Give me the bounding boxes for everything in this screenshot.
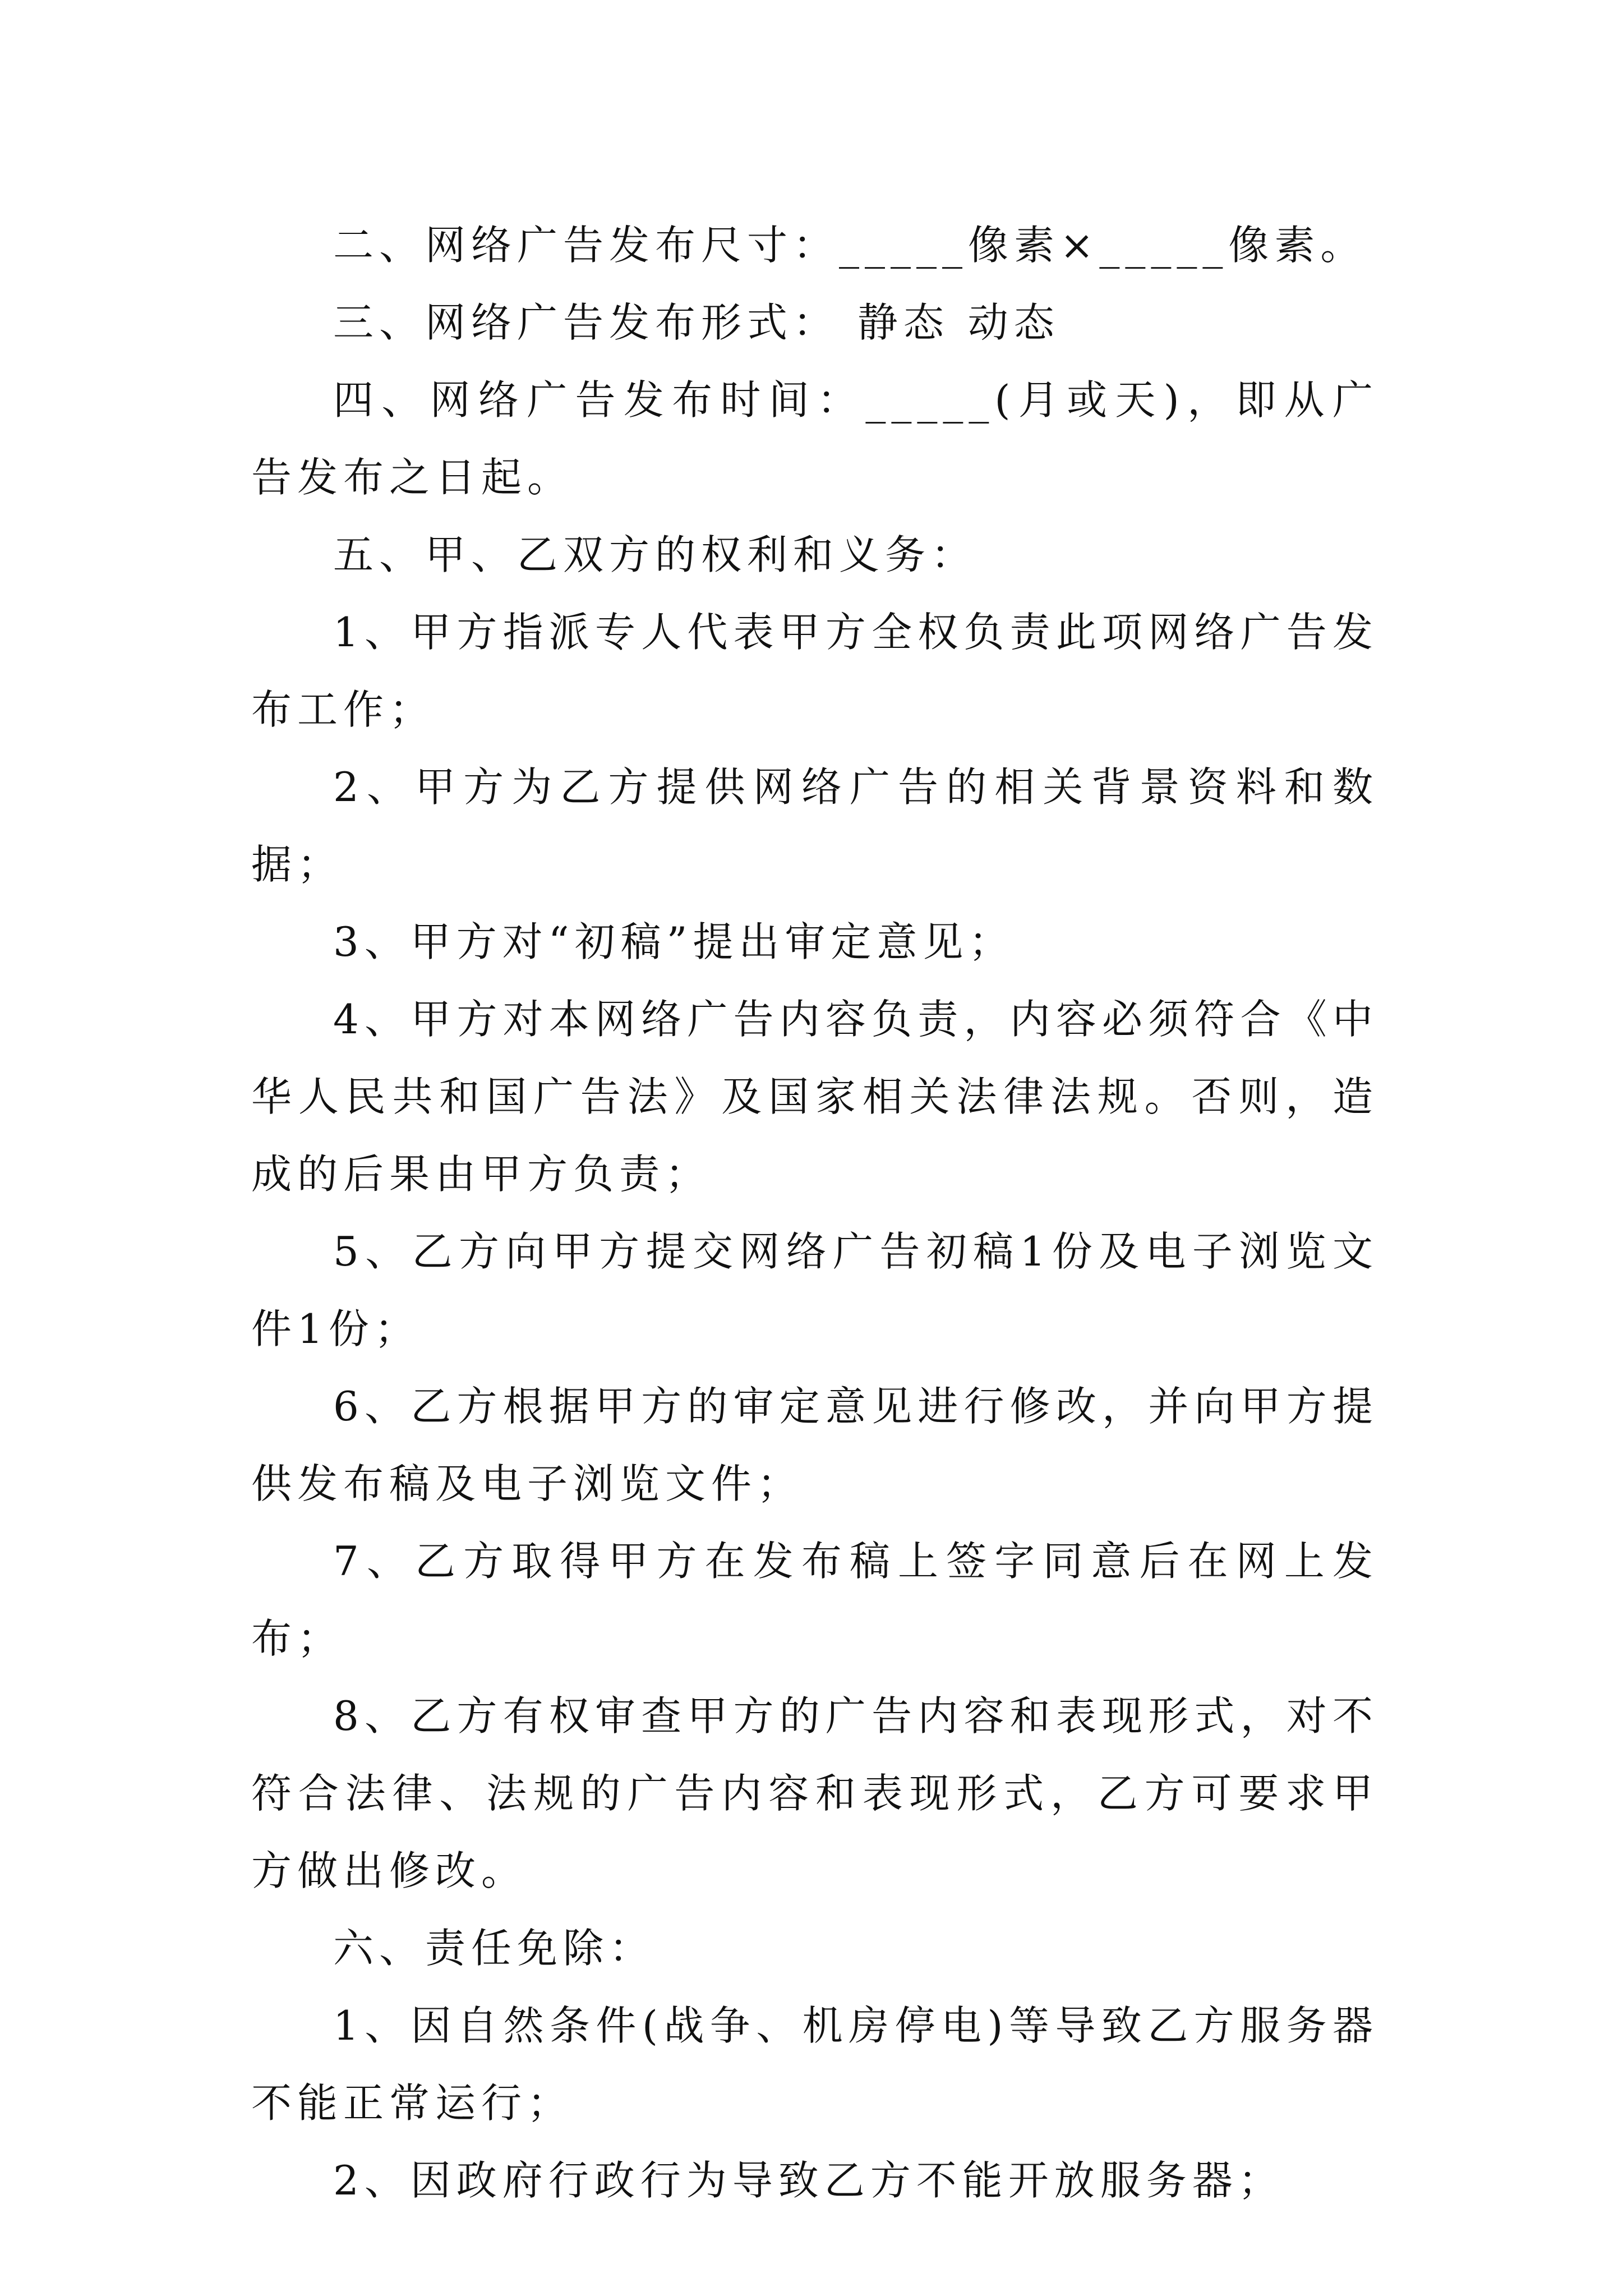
list-item: 2、因政府行政行为导致乙方不能开放服务器； xyxy=(333,2157,1284,2204)
list-item: 8、乙方有权审查甲方的广告内容和表现形式，对不符合法律、法规的广告内容和表现形式，乙方可要求甲方做出修改。 xyxy=(251,1692,1378,1894)
paragraph-ad-duration: 四、网络广告发布时间：_____(月或天)，即从广告发布之日起。 xyxy=(251,376,1378,501)
list-item: 4、甲方对本网络广告内容负责，内容必须符合《中华人民共和国广告法》及国家相关法律法规。否则，造成的后果由甲方负责； xyxy=(251,996,1378,1198)
list-item: 6、乙方根据甲方的审定意见进行修改，并向甲方提供发布稿及电子浏览文件； xyxy=(251,1383,1378,1507)
document-body xyxy=(251,206,1378,2219)
paragraph-ad-size: 二、网络广告发布尺寸：_____像素×_____像素。 xyxy=(333,222,1367,269)
list-item: 1、甲方指派专人代表甲方全权负责此项网络广告发布工作； xyxy=(251,609,1378,733)
list-item: 5、乙方向甲方提交网络广告初稿1份及电子浏览文件1份； xyxy=(251,1228,1378,1352)
list-item: 2、甲方为乙方提供网络广告的相关背景资料和数据； xyxy=(251,763,1378,888)
section-heading-rights-obligations: 五、甲、乙双方的权利和义务： xyxy=(333,531,978,578)
section-heading-liability-exemption: 六、责任免除： xyxy=(333,1925,656,1972)
list-item: 1、因自然条件(战争、机房停电)等导致乙方服务器不能正常运行； xyxy=(251,2002,1378,2127)
list-item: 7、乙方取得甲方在发布稿上签字同意后在网上发布； xyxy=(251,1538,1378,1662)
list-item: 3、甲方对“初稿”提出审定意见； xyxy=(333,918,1015,965)
paragraph-ad-format: 三、网络广告发布形式： 静态 动态 xyxy=(333,299,1060,346)
